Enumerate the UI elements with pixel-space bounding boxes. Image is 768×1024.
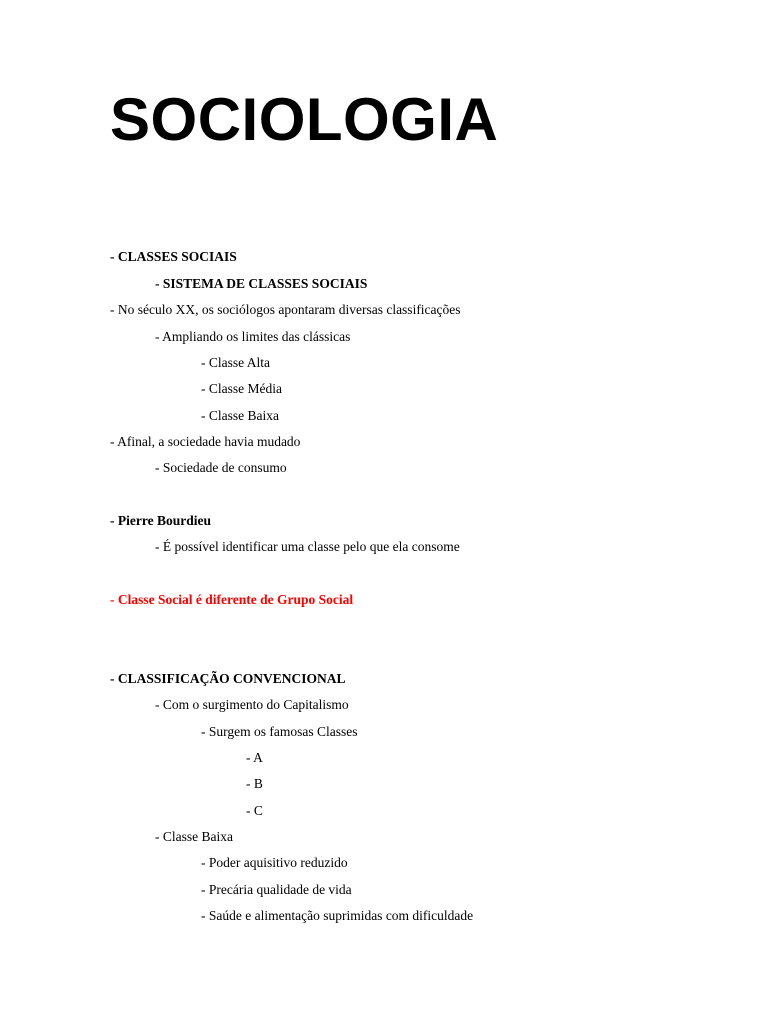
text-line: - C [246,803,263,818]
text-line: - Surgem os famosas Classes [201,724,358,739]
text-line: - É possível identificar uma classe pelo que ela consome [155,539,460,554]
heading-pierre-bourdieu: - Pierre Bourdieu [110,513,211,528]
text-line: - Classe Alta [201,355,270,370]
text-line: - Saúde e alimentação suprimidas com dificuldade [201,908,474,923]
text-line: - Precária qualidade de vida [201,882,352,897]
text-line: - B [246,776,263,791]
highlight-note: - Classe Social é diferente de Grupo Social [110,592,354,607]
heading-classificacao-convencional: - CLASSIFICAÇÃO CONVENCIONAL [110,671,346,686]
text-line: - Classe Média [201,381,282,396]
heading-classes-sociais: - CLASSES SOCIAIS [110,249,237,264]
text-line: - Ampliando os limites das clássicas [155,329,351,344]
text-line: - Classe Baixa [201,408,279,423]
text-line: - Sociedade de consumo [155,460,287,475]
text-line: - Com o surgimento do Capitalismo [155,697,349,712]
text-line: - Poder aquisitivo reduzido [201,855,348,870]
subheading-sistema-de-classes: - SISTEMA DE CLASSES SOCIAIS [155,276,368,291]
text-line: - A [246,750,263,765]
text-line: - No século XX, os sociólogos apontaram diversas classificações [110,302,461,317]
page-title: SOCIOLOGIA [110,86,499,153]
text-line: - Afinal, a sociedade havia mudado [110,434,301,449]
text-line: - Classe Baixa [155,829,233,844]
